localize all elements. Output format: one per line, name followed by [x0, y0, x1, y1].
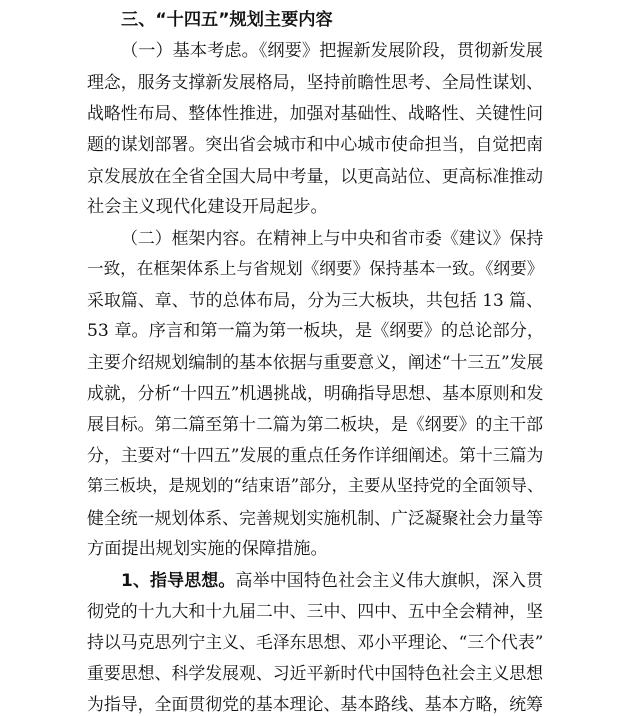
paragraph-2-line-3: 采取篇、章、节的总体布局，分为三大板块，共包括 13 篇、 [87, 289, 543, 310]
paragraph-2-label: （二）框架内容。 [121, 227, 257, 248]
paragraph-2-line-1 [121, 228, 543, 248]
paragraph-2-line-10: 健全统一规划体系、完善规划实施机制、广泛凝聚社会力量等 [87, 507, 544, 528]
paragraph-3-line-3: 持以马克思列宁主义、毛泽东思想、邓小平理论、“三个代表” [87, 631, 544, 652]
paragraph-2-line-7: 展目标。第二篇至第十二篇为第二板块，是《纲要》的主干部 [87, 414, 544, 435]
paragraph-2-text-1: 在精神上与中央和省市委《建议》保持 [256, 227, 544, 248]
paragraph-1-line-6: 社会主义现代化建设开局起步。 [87, 196, 328, 217]
paragraph-3-line-4: 重要思想、科学发展观、习近平新时代中国特色社会主义思想 [87, 662, 544, 683]
paragraph-1-line-4: 题的谋划部署。突出省会城市和中心城市使命担当，自觉把南 [87, 134, 544, 155]
paragraph-2-line-4: 53 章。序言和第一篇为第一板块，是《纲要》的总论部分， [87, 320, 545, 341]
paragraph-2-line-9: 第三板块，是规划的“结束语”部分，主要从坚持党的全面领导、 [87, 476, 544, 496]
paragraph-3-line-5: 为指导，全面贯彻党的基本理论、基本路线、基本方略，统筹 [87, 694, 544, 714]
paragraph-2-line-6: 成就，分析“十四五”机遇挑战，明确指导思想、基本原则和发 [87, 383, 544, 404]
paragraph-1-line-1 [121, 41, 543, 61]
paragraph-3-label: 1、指导思想。 [121, 569, 236, 590]
paragraph-2-line-5: 主要介绍规划编制的基本依据与重要意义，阐述“十三五”发展 [87, 352, 544, 372]
paragraph-3-text-1: 高举中国特色社会主义伟大旗帜，深入贯 [235, 569, 543, 590]
paragraph-1-line-5: 京发展放在全省全国大局中考量，以更高站位、更高标准推动 [87, 165, 544, 186]
section-heading: 三、“十四五”规划主要内容 [121, 10, 333, 30]
paragraph-2-line-11: 方面提出规划实施的保障措施。 [87, 538, 328, 559]
paragraph-1-text-1: 《纲要》把握新发展阶段，贯彻新发展 [258, 41, 543, 62]
paragraph-2-line-2: 一致，在框架体系上与省规划《纲要》保持基本一致。《纲要》 [87, 258, 544, 278]
paragraph-1-line-3: 战略性布局、整体性推进，加强对基础性、战略性、关键性问 [87, 103, 544, 124]
paragraph-2-line-8: 分，主要对“十四五”发展的重点任务作详细阐述。第十三篇为 [87, 445, 544, 466]
paragraph-3-line-2: 彻党的十九大和十九届二中、三中、四中、五中全会精神，坚 [87, 600, 544, 621]
paragraph-3-line-1 [121, 570, 543, 590]
paragraph-1-line-2: 理念，服务支撑新发展格局，坚持前瞻性思考、全局性谋划、 [87, 72, 544, 93]
paragraph-1-label: （一）基本考虑。 [121, 41, 259, 62]
